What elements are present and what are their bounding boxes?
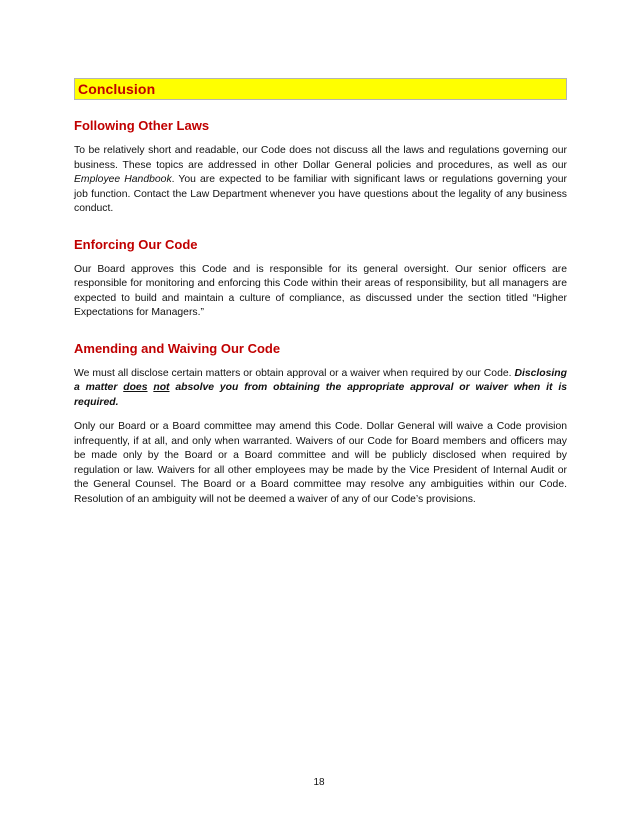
disclosure-sentence: We must all disclose certain matters or obtain approval or a waiver when required by our Code. (74, 367, 512, 379)
conclusion-title: Conclusion (78, 81, 156, 97)
emphasis-after: absolve you from obtaining the appropriate approval or waiver when it is required. (74, 382, 567, 408)
amending-and-waiving-paragraph-1 (74, 367, 567, 411)
emphasis-before: Disclosing a matter (74, 367, 567, 393)
enforcing-our-code-paragraph: Our Board approves this Code and is responsible for its general oversight. Our senior officers are responsible for monitoring and enforcing this Code within their areas of responsibility, but all managers are expected to build and maintain a culture of compliance, as discussed under the section titled “Higher Expectations for Managers.” (74, 263, 567, 318)
section-spacer (74, 217, 567, 237)
employee-handbook-title: Employee Handbook (74, 174, 172, 185)
following-other-laws-text-part1: To be relatively short and readable, our Code does not discuss all the laws and regulations governing our business. These topics are addressed in other Dollar General policies and procedures, as well as our (74, 145, 567, 171)
conclusion-banner (74, 78, 567, 100)
section-heading-amending-and-waiving: Amending and Waiving Our Code (74, 340, 281, 356)
section-spacer (74, 321, 567, 341)
paragraph-spacer (74, 410, 567, 420)
following-other-laws-paragraph (74, 144, 567, 217)
following-other-laws-text-part2: . You are expected to be familiar with significant laws or regulations governing your job function. Contact the Law Department whenever you have questions about the legality of any business conduct. (74, 174, 567, 214)
section-heading-following-other-laws: Following Other Laws (74, 118, 210, 133)
page-content (74, 78, 567, 507)
emphasis-not: not (153, 382, 170, 393)
section-heading-enforcing-our-code: Enforcing Our Code (74, 236, 198, 252)
amending-and-waiving-paragraph-2: Only our Board or a Board committee may amend this Code. Dollar General will waive a Code provision infrequently, if at all, and only when warranted. Waivers of our Code for Board members and officers may be made only by the Board or a Board committee and will be publicly disclosed when required by regulation or law. Waivers for all other employees may be made by the Vice President of Internal Audit or the General Counsel. The Board or a Board committee may resolve any ambiguities within our Code. Resolution of an ambiguity will not be deemed a waiver of any of our Code’s provisions. (74, 421, 567, 505)
emphasis-does: does (123, 382, 148, 393)
page-number: 18 (313, 777, 325, 788)
